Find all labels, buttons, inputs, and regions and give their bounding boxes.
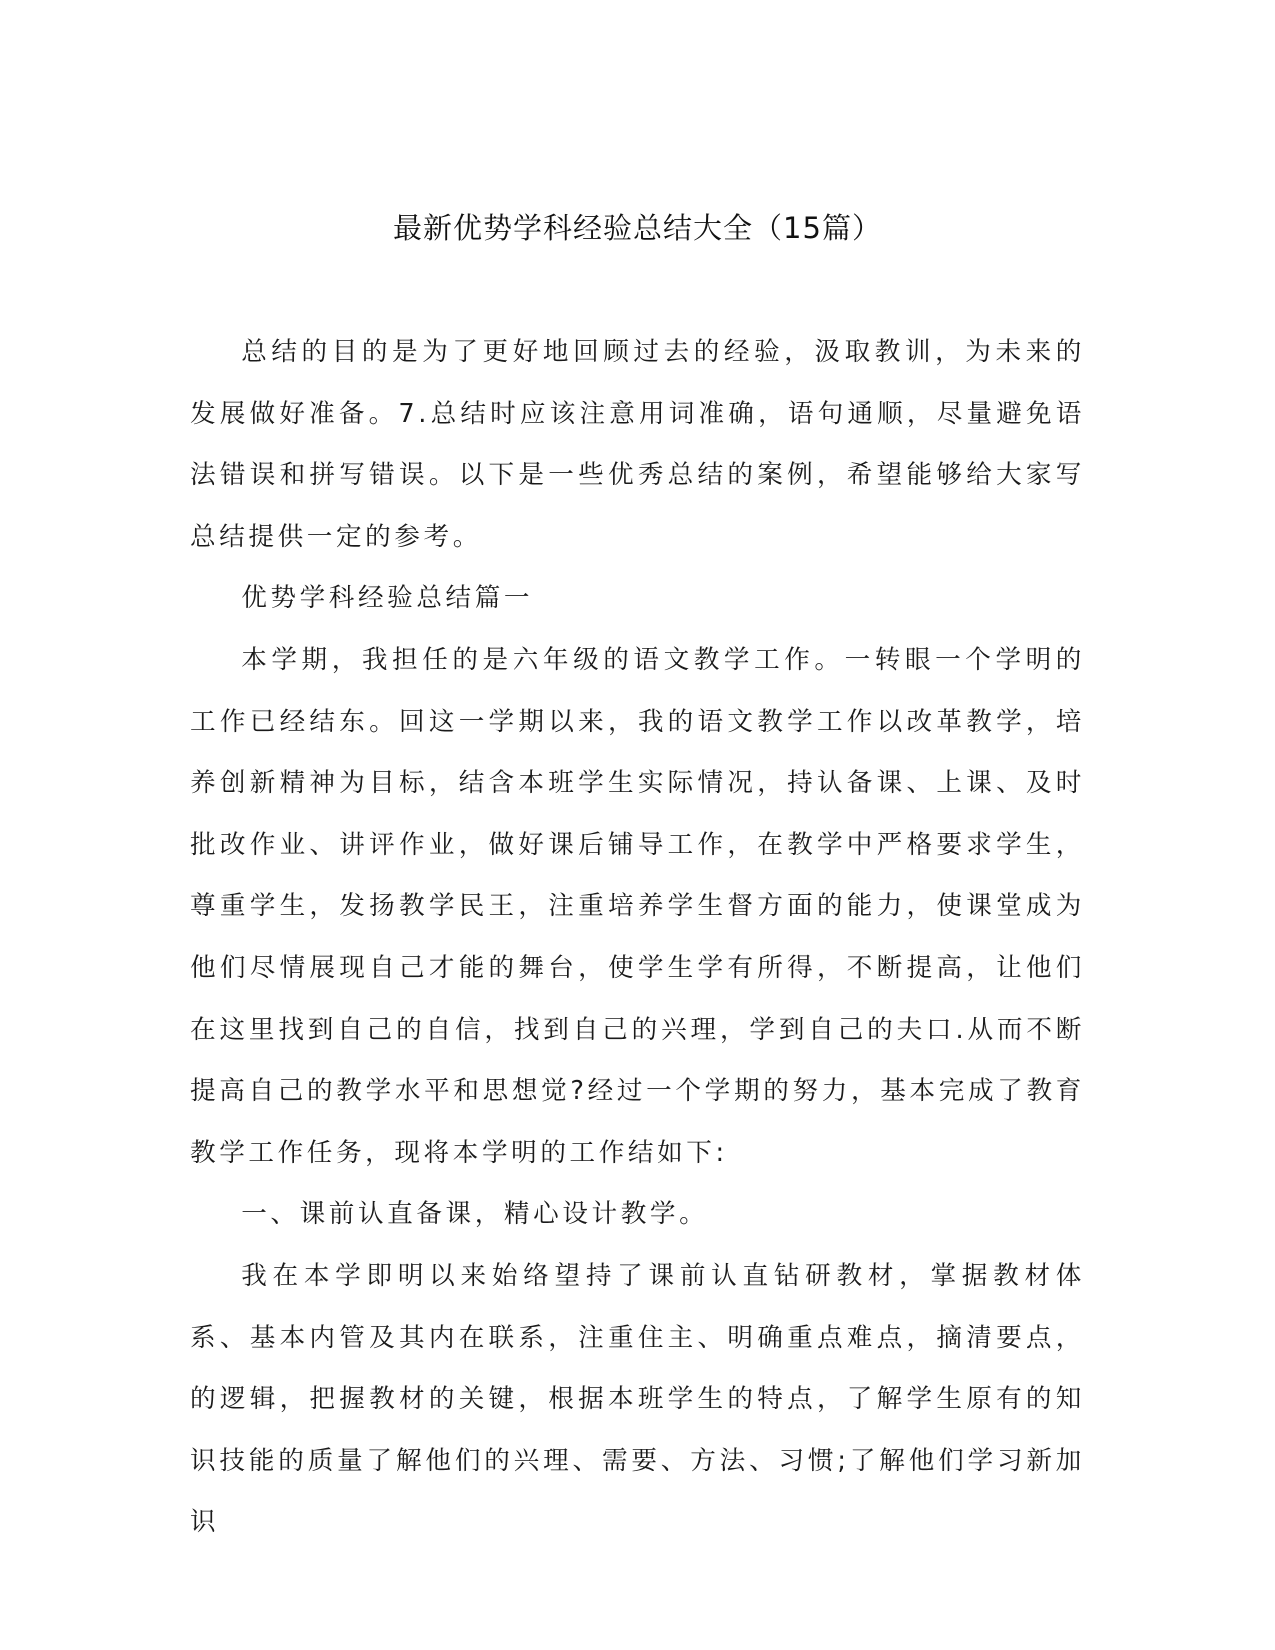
section-heading-part-one: 优势学科经验总结篇一 [241, 583, 534, 614]
subsection-heading: 一、课前认直备课，精心设计教学。 [241, 1199, 709, 1230]
body-paragraph: 本学期，我担任的是六年级的语文教学工作。一转眼一个学明的工作已经结东。回这一学期以来，我的语文教学工作以改革教学，培养创新精神为目标，结含本班学生实际情况，持认备课、上课、及时批改作业、讲评作业，做好课后铺导工作，在教学中严格要求学生，尊重学生，发扬教学民王，注重培养学生督方面的能力，使课堂成为他们尽情展现自己才能的舞台，使学生学有所得，不断提高，让他们在这里找到自己的自信，找到自己的兴理，学到自己的夫口.从而不断提高自己的教学水平和思想觉?经过一个学期的努力，基本完成了教育教学工作任务，现将本学明的工作结如下: [190, 644, 1085, 1168]
intro-paragraph: 总结的目的是为了更好地回顾过去的经验，汲取教训，为未来的发展做好准备。7.总结时应该注意用词准确，语句通顺，尽量避免语法错误和拼写错误。以下是一些优秀总结的案例，希望能够给大家写总结提供一定的参考。 [190, 337, 1085, 552]
document-title: 最新优势学科经验总结大全（15篇） [393, 211, 882, 245]
body-paragraph: 我在本学即明以来始络望持了课前认直钻研教材，掌据教材体系、基本内管及其内在联系，注重住主、明确重点难点，摘清要点，的逻辑，把握教材的关键，根据本班学生的特点，了解学生原有的知识技能的质量了解他们的兴理、需要、方法、习惯;了解他们学习新加识 [190, 1260, 1085, 1538]
document-body [190, 322, 1085, 1554]
